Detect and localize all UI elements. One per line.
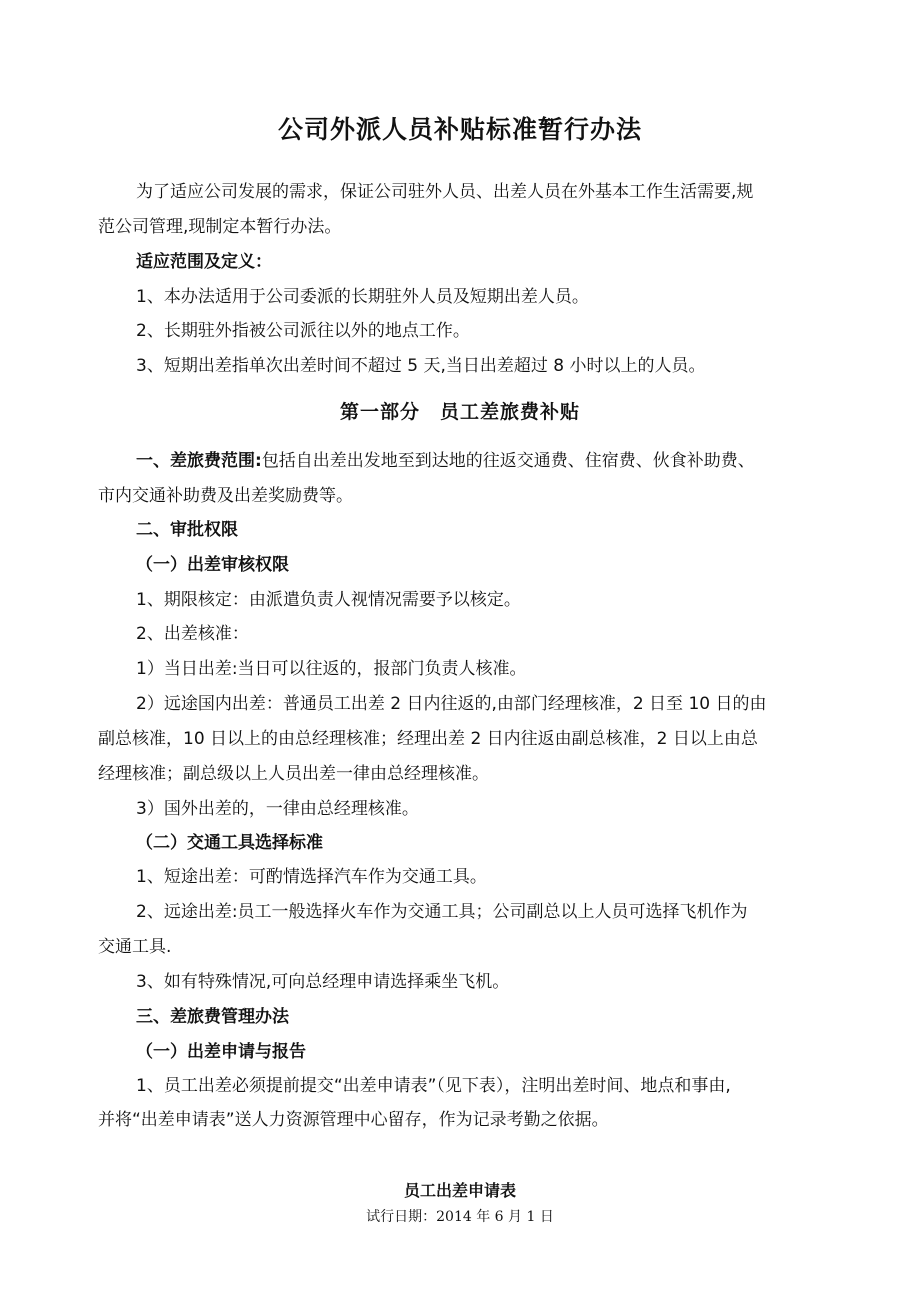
- section1-text: 包括自出差出发地至到达地的往返交通费、住宿费、伙食补助费、: [261, 451, 755, 471]
- document-title: 公司外派人员补贴标准暂行办法: [277, 115, 642, 144]
- section2-item-2-1: 1）当日出差:当日可以往返的，报部门负责人核准。: [136, 659, 527, 679]
- section2-item-2-3: 3）国外出差的，一律由总经理核准。: [136, 799, 419, 819]
- trial-date: 试行日期：2014 年 6 月 1 日: [366, 1209, 554, 1225]
- section2-item-2-2-line-3: 经理核准；副总级以上人员出差一律由总经理核准。: [98, 764, 489, 784]
- scope-item-1: 1、本办法适用于公司委派的长期驻外人员及短期出差人员。: [136, 287, 589, 307]
- section3-heading: 三、差旅费管理办法: [136, 1007, 289, 1027]
- section2-item-1: 1、期限核定：由派遣负责人视情况需要予以核定。: [136, 590, 521, 610]
- section2-sub1-heading: （一）出差审核权限: [136, 555, 289, 575]
- transport-item-1: 1、短途出差：可酌情选择汽车作为交通工具。: [136, 867, 487, 887]
- section3-sub1-heading: （一）出差申请与报告: [136, 1042, 306, 1062]
- table-title: 员工出差申请表: [403, 1181, 516, 1200]
- part1-heading: 第一部分 员工差旅费补贴: [339, 401, 580, 423]
- section1-label: 一、差旅费范围:: [136, 451, 262, 471]
- scope-item-2: 2、长期驻外指被公司派往以外的地点工作。: [136, 321, 470, 341]
- transport-item-2-line-2: 交通工具.: [98, 937, 172, 957]
- section2-item-2-2-line-1: 2）远途国内出差：普通员工出差 2 日内往返的,由部门经理核准，2 日至 10 日的由: [136, 694, 767, 714]
- section1-line-1: [136, 449, 755, 473]
- intro-line-1: 为了适应公司发展的需求，保证公司驻外人员、出差人员在外基本工作生活需要,规: [136, 182, 754, 202]
- section3-item-1-line-2: 并将“出差申请表”送人力资源管理中心留存，作为记录考勤之依据。: [98, 1110, 609, 1130]
- section1-line-2: 市内交通补助费及出差奖励费等。: [98, 486, 353, 506]
- section2-heading: 二、审批权限: [136, 520, 238, 540]
- scope-heading: 适应范围及定义：: [136, 252, 272, 272]
- transport-item-2-line-1: 2、远途出差:员工一般选择火车作为交通工具；公司副总以上人员可选择飞机作为: [136, 902, 748, 922]
- section2-item-2: 2、出差核准：: [136, 624, 249, 644]
- section2-item-2-2-line-2: 副总核准，10 日以上的由总经理核准；经理出差 2 日内往返由副总核准，2 日以上由总: [98, 729, 758, 749]
- intro-line-2: 范公司管理,现制定本暂行办法。: [98, 217, 342, 237]
- section2-sub2-heading: （二）交通工具选择标准: [136, 833, 323, 853]
- section3-item-1-line-1: 1、员工出差必须提前提交“出差申请表”（见下表），注明出差时间、地点和事由,: [136, 1076, 731, 1096]
- transport-item-3: 3、如有特殊情况,可向总经理申请选择乘坐飞机。: [136, 972, 510, 992]
- scope-item-3: 3、短期出差指单次出差时间不超过 5 天,当日出差超过 8 小时以上的人员。: [136, 356, 706, 376]
